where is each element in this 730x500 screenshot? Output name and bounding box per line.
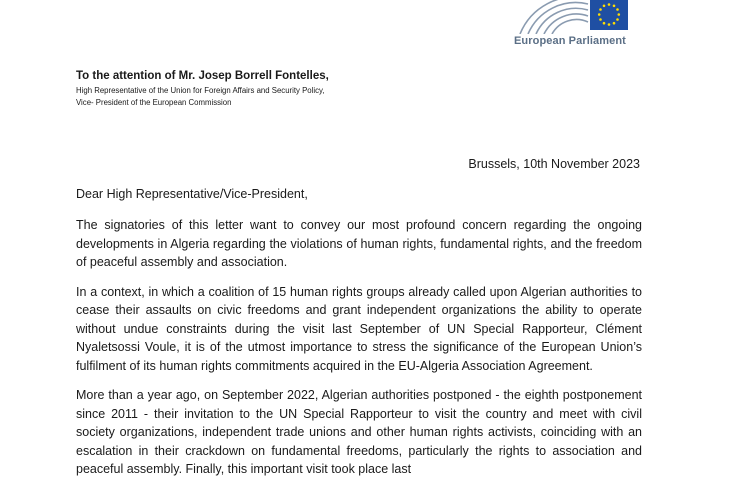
salutation: Dear High Representative/Vice-President, [76, 187, 308, 201]
paragraph: More than a year ago, on September 2022, Algerian authorities postponed - the eighth postponement since 2011 - their invitation to the UN Special Rapporteur to visit the country and meet with civil society organizations, independent trade unions and other human rights activists, coinciding with an escalation in their crackdown on fundamental freedoms, particularly the rights to association and peaceful assembly. Finally, this important visit took place last [76, 388, 642, 476]
parliament-emblem-icon [508, 0, 638, 34]
addressee-name: To the attention of Mr. Josep Borrell Fontelles, [76, 70, 329, 82]
letter-date: Brussels, 10th November 2023 [468, 157, 640, 171]
addressee-role-2: Vice- President of the European Commission [76, 98, 232, 107]
addressee-role-1: High Representative of the Union for Foreign Affairs and Security Policy, [76, 86, 325, 95]
paragraph: The signatories of this letter want to convey our most profound concern regarding the ongoing developments in Algeria regarding the violations of human rights, fundamental rights, and the freedom of peaceful assembly and association. [76, 218, 642, 269]
paragraph: In a context, in which a coalition of 15 human rights groups already called upon Algerian authorities to cease their assaults on civic freedoms and grant independent organizations the ability to operate without undue constraints during the visit last September of UN Special Rapporteur, Clément Nyaletsossi Voule, it is of the utmost importance to stress the significance of the European Union’s fulfilment of its human rights commitments acquired in the EU-Algeria Association Agreement. [76, 284, 642, 373]
letter-body [76, 216, 642, 490]
logo-text: European Parliament [514, 35, 626, 47]
european-parliament-logo [508, 0, 638, 54]
addressee-block [76, 70, 329, 109]
